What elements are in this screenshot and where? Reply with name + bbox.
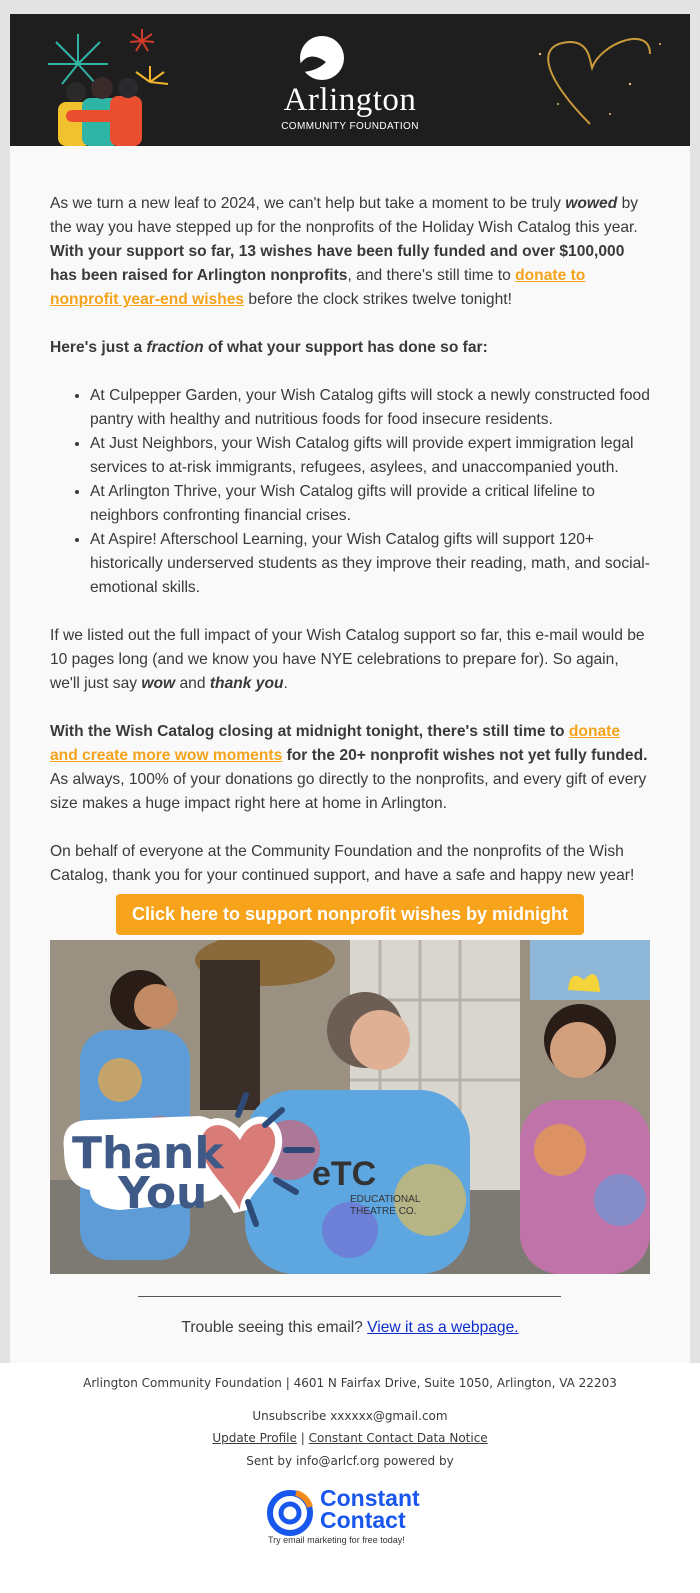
list-item: • At Culpepper Garden, your Wish Catalog gifts will stock a newly constructed food pantry with healthy and nutritious foods for food insecure residents. [90,384,650,432]
data-notice-link[interactable]: Constant Contact Data Notice [308,1431,488,1445]
support-wishes-button[interactable]: Click here to support nonprofit wishes by midnight [116,894,584,935]
fraction-heading: Here's just a fraction of what your support has done so far: [50,339,488,356]
header-banner [10,14,690,146]
unsubscribe-email: xxxxxx@gmail.com [330,1409,448,1423]
update-profile-link[interactable]: Update Profile [212,1431,297,1445]
view-webpage-link[interactable]: View it as a webpage. [367,1319,519,1336]
shirt-logo: eTC [312,1155,377,1193]
constant-contact-icon [266,1487,318,1539]
impact-list [50,384,650,600]
cc-name-line2: Contact [320,1507,406,1533]
shirt-sub2: THEATRE CO. [350,1206,417,1217]
unsubscribe-line [0,1409,700,1423]
list-item: • At Arlington Thrive, your Wish Catalog gifts will provide a critical lifeline to neighbors confronting financial crises. [90,480,650,528]
list-item: • At Aspire! Afterschool Learning, your Wish Catalog gifts will support 120+ historically underserved students as they improve their reading, math, and social-emotional skills. [90,528,650,600]
donate-year-end-link[interactable]: donate to nonprofit year-end wishes [50,267,586,308]
thanks-paragraph: On behalf of everyone at the Community Foundation and the nonprofits of the Wish Catalog, thank you for your continued support, and have a safe and happy new year! [50,843,635,884]
email-card [10,14,690,1363]
foundation-logo-icon [300,36,344,80]
impact-paragraph: If we listed out the full impact of your Wish Catalog support so far, this e-mail would be 10 pages long (and we know you have NYE celebrations to prepare for). So again, we'll just say wow and thank you. [50,627,645,692]
org-subtitle: COMMUNITY FOUNDATION [281,121,419,132]
intro-paragraph: As we turn a new leaf to 2024, we can't help but take a moment to be truly wowed by the way you have stepped up for the nonprofits of the Holiday Wish Catalog this year. With your support so far, 13 wishes have been fully funded and over $100,000 has been raised for Arlington nonprofits, and there's still time to donate to nonprofit year-end wishes before the clock strikes twelve tonight! [50,195,639,308]
sticker-thank: Thank [72,1128,224,1179]
thank-you-photo [50,940,650,1274]
cc-tagline: Try email marketing for free today! [268,1535,405,1545]
footer-address: Arlington Community Foundation | 4601 N Fairfax Drive, Suite 1050, Arlington, VA 22203 [83,1376,617,1390]
list-item: • At Just Neighbors, your Wish Catalog gifts will provide expert immigration legal services to at-risk immigrants, refugees, asylees, and unaccompanied youth. [90,432,650,480]
fireworks-icon [48,34,108,84]
unsubscribe-link[interactable]: Unsubscribe [252,1409,327,1423]
closing-soon-paragraph: With the Wish Catalog closing at midnight tonight, there's still time to donate and create more wow moments for the 20+ nonprofit wishes not yet fully funded. As always, 100% of your donations go directly to the nonprofits, and every gift of every size makes a huge impact right here at home in Arlington. [50,723,648,812]
cta-wrap [10,894,690,935]
sent-by: Sent by info@arlcf.org powered by [246,1454,454,1468]
org-name: Arlington [283,82,417,118]
cc-name-line1: Constant [320,1485,420,1511]
email-body [50,192,650,912]
profile-links: Update Profile | Constant Contact Data Notice [212,1431,488,1445]
donate-wow-link[interactable]: donate and create more wow moments [50,723,621,764]
divider [138,1296,561,1297]
footer [0,1363,700,1593]
sticker-you: You [118,1168,208,1219]
trouble-viewing: Trouble seeing this email? View it as a webpage. [181,1319,519,1336]
shirt-sub1: EDUCATIONAL [350,1194,421,1205]
